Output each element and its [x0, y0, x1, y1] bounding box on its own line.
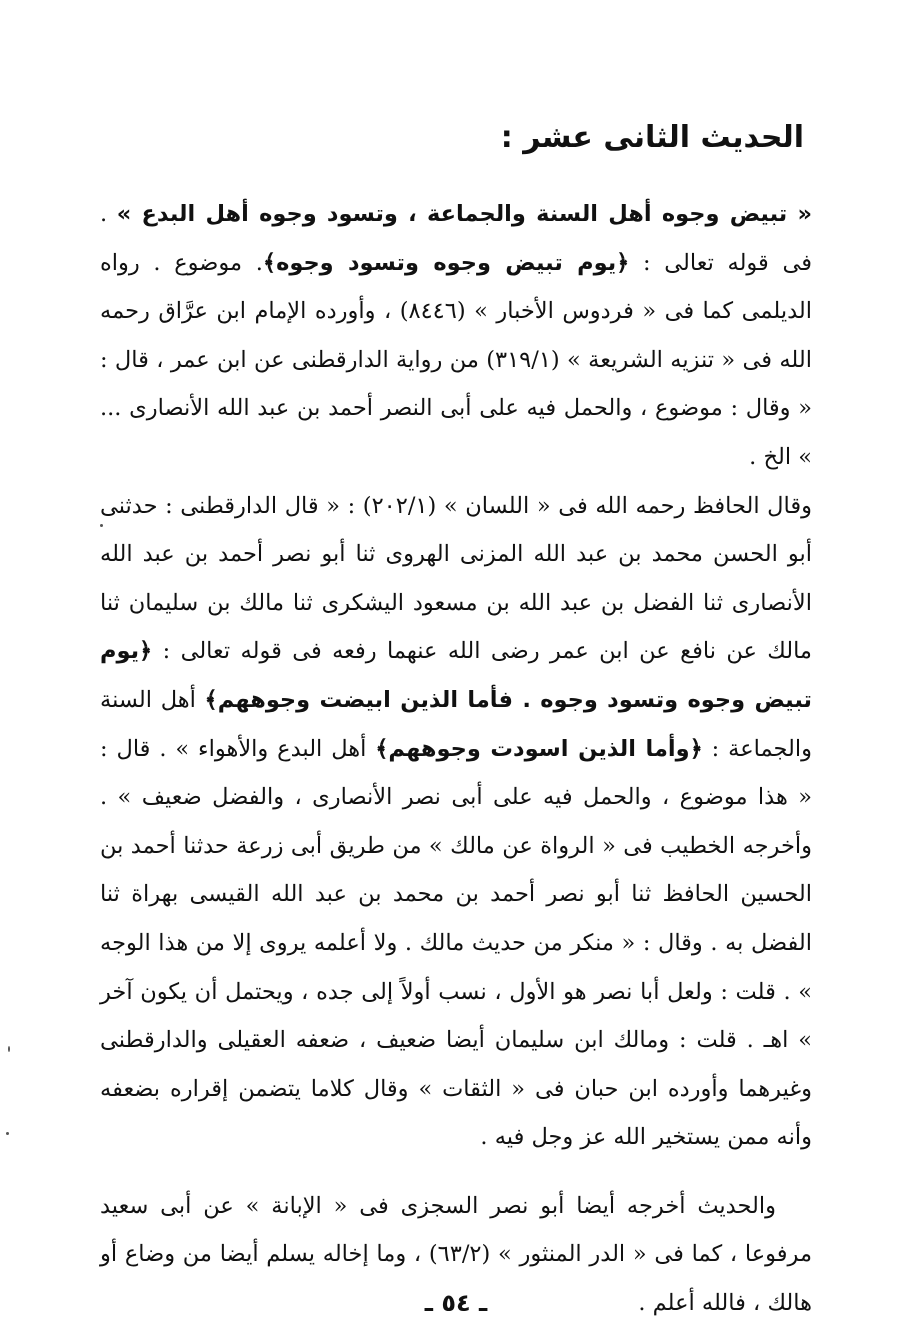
quran-verse: ﴿وأما الذين اسودت وجوههم﴾: [375, 735, 703, 762]
paragraph-2: [100, 482, 812, 1162]
scan-speck: [8, 1046, 10, 1052]
commentary-text: والحديث أخرجه أيضا أبو نصر السجزى فى « الإبانة » عن أبى سعيد مرفوعا ، كما فى « الدر المنثور » (٦٣/٢) ، وما إخاله يسلم أيضا من وضاع أو هالك ، فالله أعلم .: [100, 1192, 812, 1317]
hadith-text: « تبيض وجوه أهل السنة والجماعة ، وتسود وجوه أهل البدع »: [116, 201, 812, 227]
commentary-text: أهل السنة والجماعة :: [100, 686, 812, 762]
quran-verse: ﴿يوم تبيض وجوه وتسود وجوه . فأما الذين ابيضت وجوههم﴾: [100, 638, 812, 713]
hadith-heading: الحديث الثانى عشر :: [500, 120, 804, 155]
scan-speck: [100, 524, 103, 527]
commentary-text: وقال الحافظ رحمه الله فى « اللسان » (٢٠٢/١) : « قال الدارقطنى : حدثنى أبو الحسن محمد بن عبد الله المزنى الهروى ثنا أبو نصر أحمد بن عبد الله الأنصارى ثنا الفضل بن عبد الله بن مسعود اليشكرى ثنا مالك بن سليمان ثنا مالك عن نافع عن ابن عمر رضى الله عنهما رفعه فى قوله تعالى :: [100, 492, 813, 665]
commentary-text: . موضوع . رواه الديلمى كما فى « فردوس الأخبار » (٨٤٤٦) ، وأورده الإمام ابن عرَّاق رحمه الله فى « تنزيه الشريعة » (٣١٩/١) من رواية الدارقطنى عن ابن عمر ، قال : « وقال : موضوع ، والحمل فيه على أبى النصر أحمد بن عبد الله الأنصارى ... » الخ .: [100, 249, 812, 470]
paragraph-1: [100, 190, 812, 482]
hadith-commentary: [100, 190, 812, 1328]
quran-verse: ﴿يوم تبيض وجوه وتسود وجوه﴾: [262, 249, 630, 276]
commentary-text: أهل البدع والأهواء » . قال : « هذا موضوع ، والحمل فيه على أبى نصر الأنصارى ، والفضل ضعيف » . وأخرجه الخطيب فى « الرواة عن مالك » من طريق أبى زرعة حدثنا أحمد بن الحسين الحافظ ثنا أبو نصر أحمد بن محمد بن عبد الله القيسى بهراة ثنا الفضل به . وقال : « منكر من حديث مالك . ولا أعلمه يروى إلا من هذا الوجه » . قلت : ولعل أبا نصر هو الأول ، نسب أولاً إلى جده ، ويحتمل أن يكون آخر » اهـ . قلت : ومالك ابن سليمان أيضا ضعيف ، ضعفه العقيلى والدارقطنى وغيرهما وأورده ابن حبان فى « الثقات » وقال كلاما يتضمن إقراره بضعفه وأنه ممن يستخير الله عز وجل فيه .: [100, 735, 812, 1151]
scan-speck: [6, 1132, 9, 1135]
commentary-text: . فى قوله تعالى :: [100, 201, 812, 276]
page-number: ـ ٥٤ ـ: [424, 1289, 488, 1317]
